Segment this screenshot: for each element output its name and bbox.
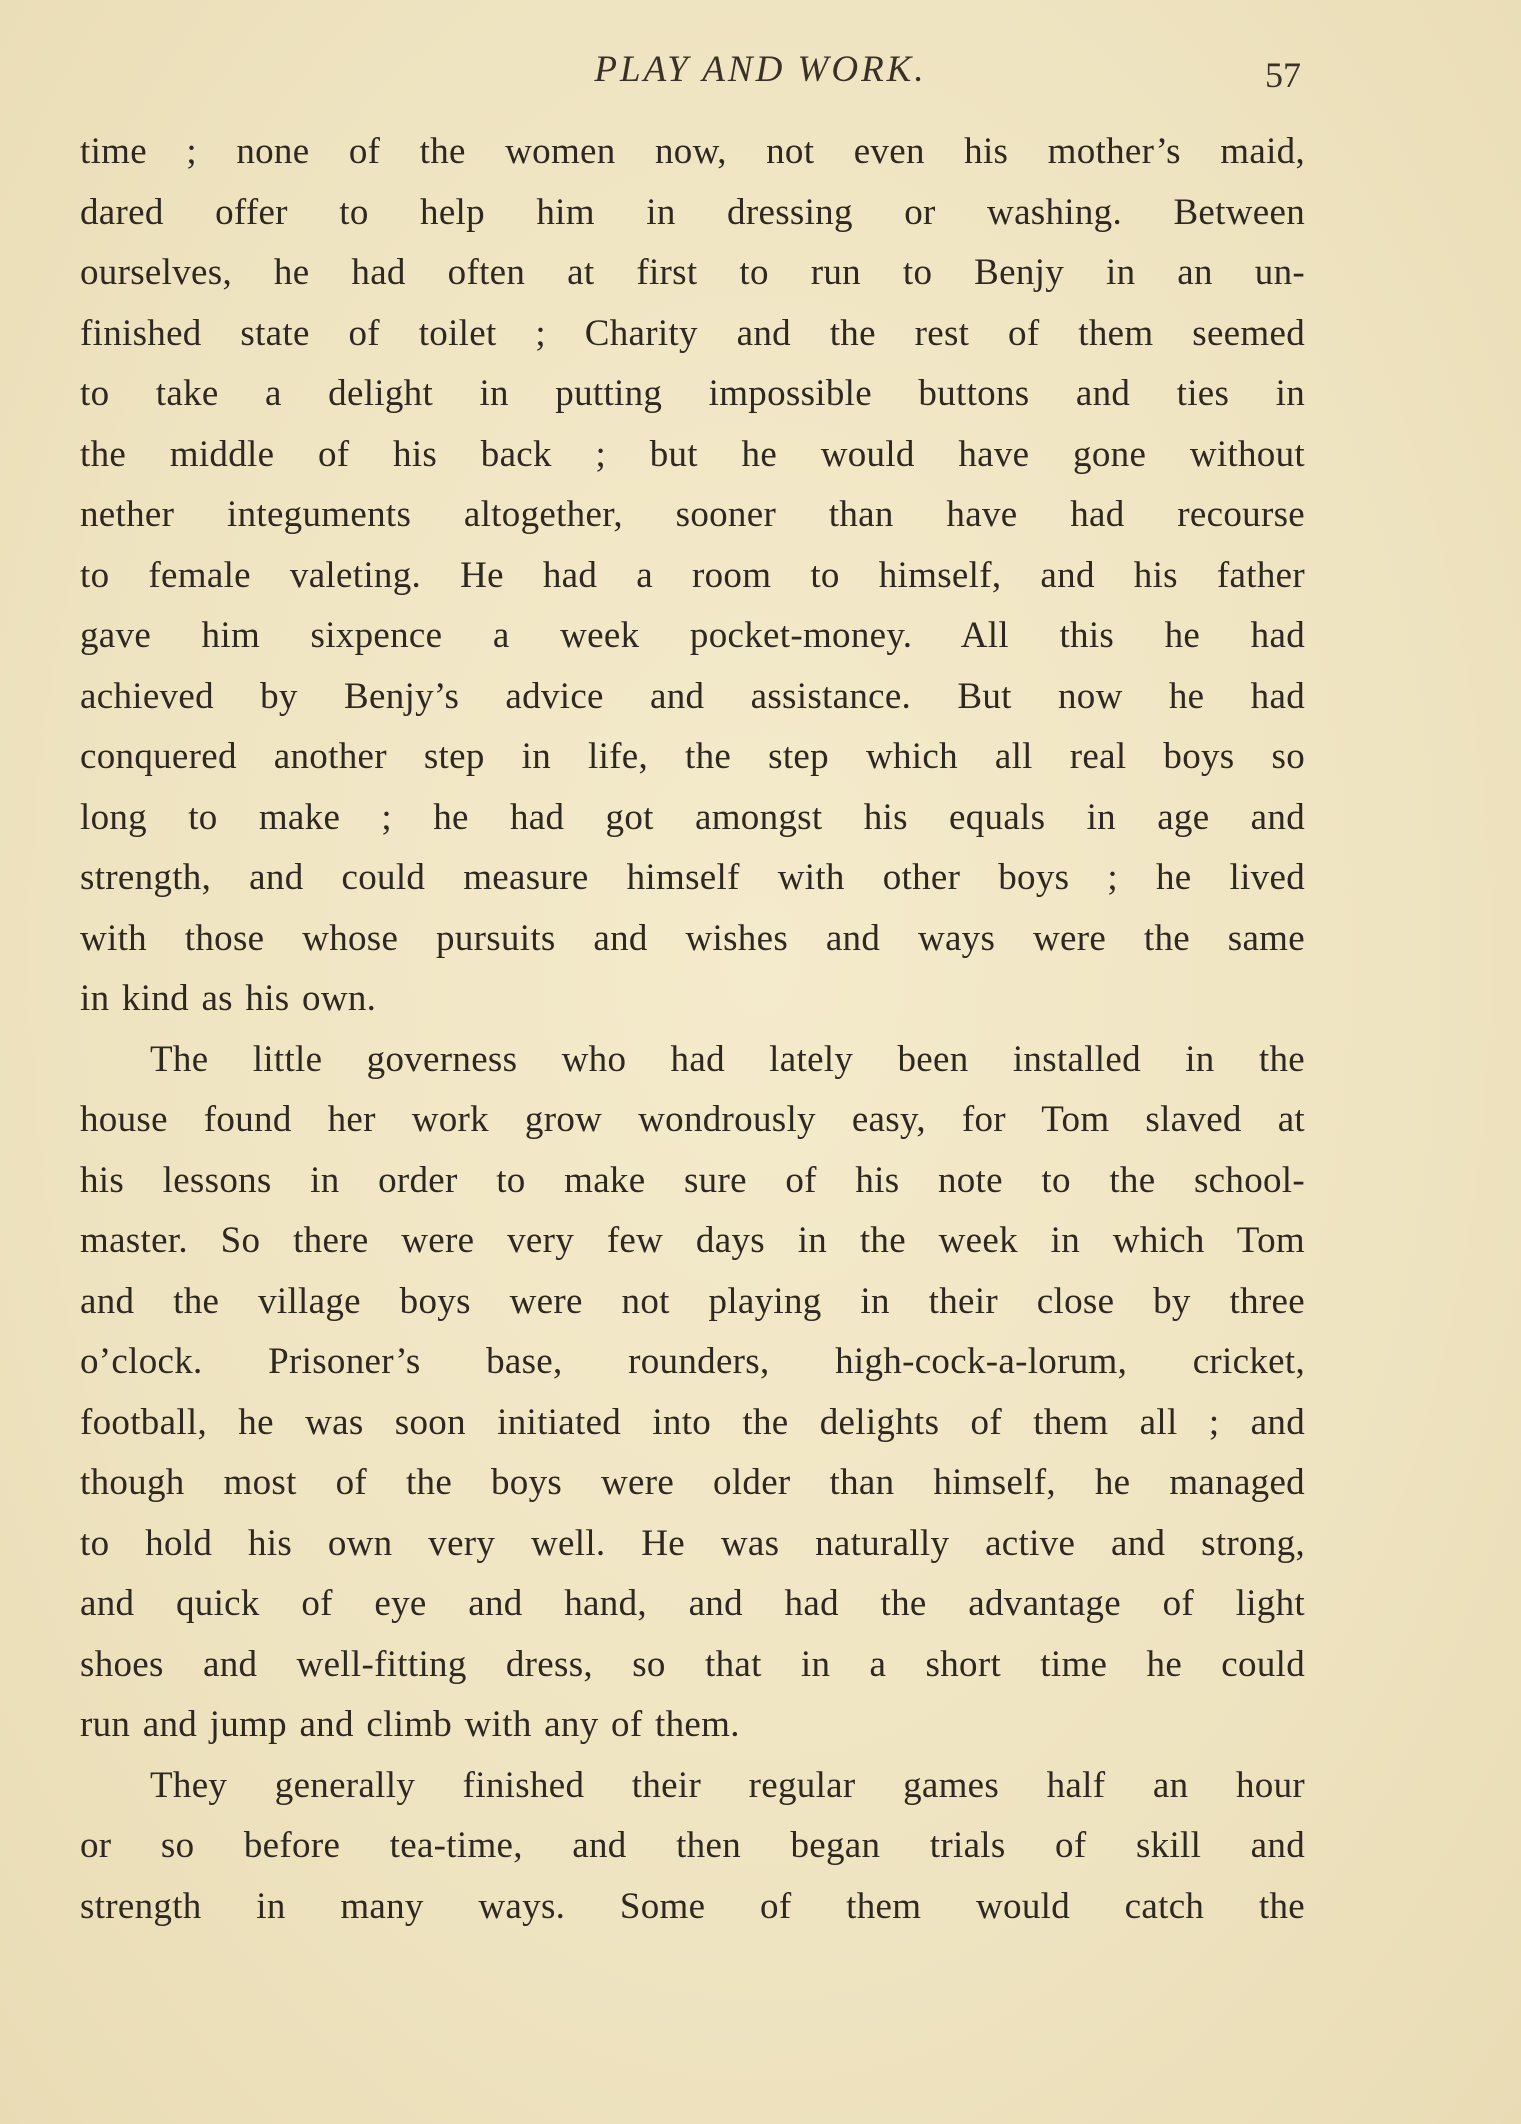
text-line: strength in many ways. Some of them would catch the [80, 1885, 1305, 1927]
text-line: and the village boys were not playing in their close by three [80, 1280, 1305, 1322]
text-line: conquered another step in life, the step which all real boys so [80, 736, 1305, 777]
text-line: to hold his own very well. He was naturally active and strong, [80, 1522, 1305, 1564]
text-line: The little governess who had lately been installed in the [150, 1038, 1305, 1080]
text-line: football, he was soon initiated into the delights of them all ; and [80, 1401, 1305, 1443]
running-head-title: PLAY AND WORK. [594, 49, 927, 90]
text-line: his lessons in order to make sure of his note to the school- [80, 1159, 1305, 1201]
text-line: the middle of his back ; but he would have gone without [80, 433, 1305, 475]
text-line: to take a delight in putting impossible buttons and ties in [80, 373, 1305, 414]
text-line: long to make ; he had got amongst his equals in age and [80, 796, 1305, 838]
text-line: gave him sixpence a week pocket-money. All this he had [80, 615, 1305, 656]
text-line: o’clock. Prisoner’s base, rounders, high-cock-a-lorum, cricket, [80, 1341, 1305, 1382]
text-line: strength, and could measure himself with other boys ; he lived [80, 857, 1305, 898]
text-line: achieved by Benjy’s advice and assistance. But now he had [80, 675, 1305, 717]
text-line: to female valeting. He had a room to himself, and his father [80, 554, 1305, 596]
text-line: run and jump and climb with any of them. [80, 1704, 740, 1745]
text-line: finished state of toilet ; Charity and the rest of them seemed [80, 312, 1305, 354]
body-text [80, 122, 1305, 1937]
text-line: house found her work grow wondrously easy, for Tom slaved at [80, 1099, 1305, 1140]
page-number: 57 [1265, 55, 1301, 95]
text-line: shoes and well-fitting dress, so that in a short time he could [80, 1643, 1305, 1685]
running-head [0, 48, 1521, 108]
text-line: ourselves, he had often at first to run to Benjy in an un- [80, 252, 1305, 293]
text-line: or so before tea-time, and then began trials of skill and [80, 1825, 1305, 1866]
text-line: though most of the boys were older than himself, he managed [80, 1462, 1305, 1503]
text-line: They generally finished their regular games half an hour [150, 1764, 1305, 1806]
text-line: in kind as his own. [80, 978, 377, 1019]
text-line: time ; none of the women now, not even his mother’s maid, [80, 131, 1305, 172]
text-line: dared offer to help him in dressing or washing. Between [80, 191, 1305, 233]
text-line: and quick of eye and hand, and had the advantage of light [80, 1583, 1305, 1624]
text-line: master. So there were very few days in the week in which Tom [80, 1220, 1305, 1261]
text-line: nether integuments altogether, sooner than have had recourse [80, 494, 1305, 535]
text-line: with those whose pursuits and wishes and ways were the same [80, 917, 1305, 959]
